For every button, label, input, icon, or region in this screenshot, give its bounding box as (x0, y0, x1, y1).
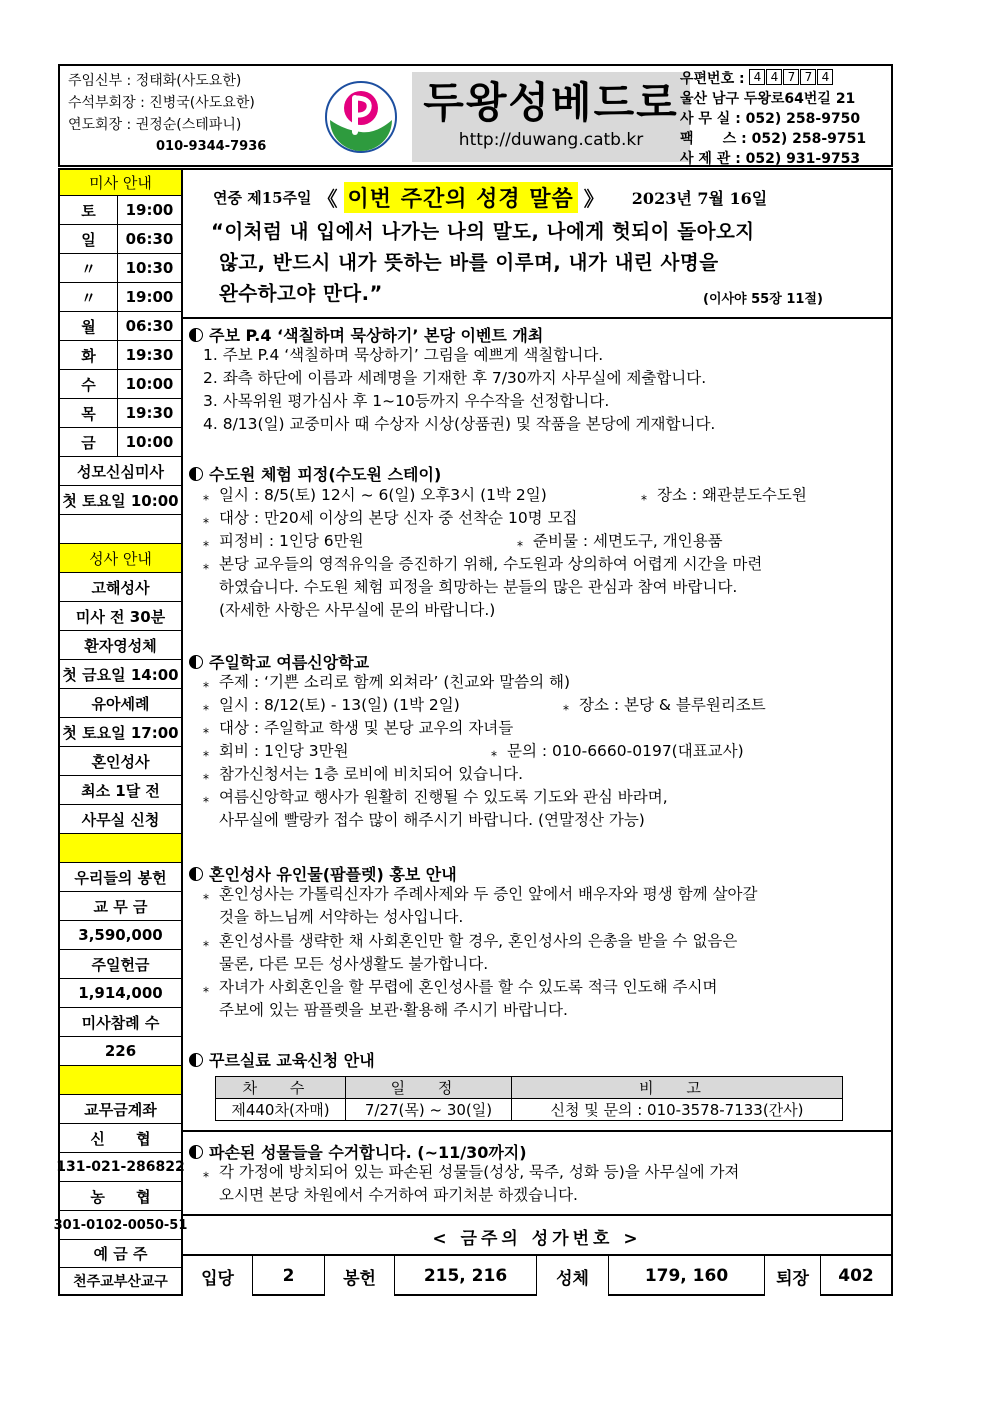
item-text: 일시 : 8/12(토) - 13(일) (1박 2일) (219, 696, 460, 714)
marriage-label: 혼인성사 (60, 747, 181, 776)
half-circle-bullet-icon (189, 328, 203, 342)
parish-logo-icon (324, 80, 398, 154)
list-item (517, 530, 723, 554)
phone-number: 010-9344-7936 (156, 139, 267, 154)
item-text: 피정비 : 1인당 6만원 (219, 532, 364, 550)
mass-time: 19:30 (125, 404, 174, 422)
item-continuation: (자세한 사항은 사무실에 문의 바랍니다.) (219, 601, 496, 619)
item-text: 각 가정에 방치되어 있는 파손된 성물들(성상, 묵주, 성화 등)을 사무실에 가져 (219, 1163, 740, 1181)
mass-day: 일 (60, 225, 118, 253)
item-text: 장소 : 본당 & 블루원리조트 (579, 696, 766, 714)
half-circle-bullet-icon (189, 1053, 203, 1067)
verse-header (213, 182, 873, 212)
section-title (189, 462, 441, 485)
item-continuation: 물론, 다른 모든 성사생활도 불가합니다. (219, 955, 489, 973)
list-item (563, 694, 766, 718)
item-continuation: 오시면 본당 차원에서 수거하여 파기처분 하겠습니다. (219, 1186, 578, 1204)
section-title (189, 1140, 527, 1163)
offertory-label: 봉헌 (325, 1256, 395, 1296)
item-text: 일시 : 8/5(토) 12시 ~ 6(일) 오후3시 (1박 2일) (219, 486, 547, 504)
bullet-icon: ⁎ (203, 722, 209, 736)
divider (183, 1214, 891, 1216)
elder-chair: 연도회장 : 권정순(스테파니) (68, 117, 242, 133)
zip-digit: 7 (783, 69, 799, 85)
mass-time: 19:30 (125, 346, 174, 364)
sidebar-yellow-spacer (60, 1066, 181, 1095)
liturgical-week: 연중 제15주일 (213, 188, 312, 207)
item-text: 대상 : 만20세 이상의 본당 신자 중 선착순 10명 모집 (219, 509, 578, 527)
recessional-label: 퇴장 (765, 1256, 821, 1296)
list-item (203, 786, 668, 810)
item-text: 자녀가 사회혼인을 할 무렵에 혼인성사를 할 수 있도록 적극 인도해 주시며 (219, 978, 718, 996)
mass-time-row (60, 225, 181, 254)
attendance-count: 226 (60, 1037, 181, 1066)
address: 울산 남구 두왕로64번길 21 (680, 91, 856, 107)
item-text: 여름신앙학교 행사가 원활히 진행될 수 있도록 기도와 관심 바라며, (219, 788, 668, 806)
sidebar-spacer (60, 515, 181, 544)
list-item (203, 1161, 739, 1185)
item-text: 회비 : 1인당 3만원 (219, 742, 349, 760)
mass-time-row (60, 370, 181, 399)
mass-day: 목 (60, 399, 118, 427)
mass-time-row (60, 428, 181, 457)
mass-day: 〃 (60, 283, 118, 311)
rectory-phone: 사 제 관 : 052) 931-9753 (680, 151, 861, 167)
confession-label: 고해성사 (60, 573, 181, 602)
list-item (203, 530, 364, 554)
sick-communion-time: 첫 금요일 14:00 (60, 660, 181, 689)
item-continuation: 주보에 있는 팜플렛을 보관·활용해 주시기 바랍니다. (219, 1001, 568, 1019)
mass-time-row (60, 341, 181, 370)
list-item (203, 694, 460, 718)
list-item: 3. 사목위원 평가심사 후 1~10등까지 우수작을 선정합니다. (203, 392, 610, 410)
item-text: 준비물 : 세면도구, 개인용품 (533, 532, 723, 550)
mass-day: 월 (60, 312, 118, 340)
section-title-text: 수도원 체험 피정(수도원 스테이) (209, 465, 442, 484)
mass-day: 금 (60, 428, 118, 456)
parish-url[interactable]: http://duwang.catb.kr (458, 130, 644, 150)
section-title (189, 650, 369, 673)
item-text: 대상 : 주일학교 학생 및 본당 교우의 자녀들 (219, 719, 514, 737)
bullet-icon: ⁎ (203, 981, 209, 995)
item-continuation: 것을 하느님께 서약하는 성사입니다. (219, 908, 464, 926)
bulletin-date: 2023년 7월 16일 (631, 188, 768, 208)
account-holder-label: 예 금 주 (60, 1240, 181, 1268)
half-circle-bullet-icon (189, 655, 203, 669)
mary-mass-label: 성모신심미사 (60, 457, 181, 486)
sidebar-yellow-spacer (60, 834, 181, 863)
zip-digit: 4 (817, 69, 833, 85)
recessional-hymn: 402 (838, 1266, 874, 1286)
bullet-icon: ⁎ (517, 535, 523, 549)
sidebar (53, 168, 188, 1296)
verse-title: 이번 주간의 성경 말씀 (344, 182, 578, 213)
mass-time-row (60, 254, 181, 283)
bullet-icon: ⁎ (563, 699, 569, 713)
item-text: 주제 : ‘기쁜 소리로 함께 외쳐라’ (친교와 말씀의 해) (219, 673, 571, 691)
mass-time: 06:30 (125, 317, 174, 335)
list-item: 2. 좌측 하단에 이름과 세례명을 기재한 후 7/30까지 사무실에 제출합니다. (203, 369, 707, 387)
column-header: 비 고 (512, 1077, 843, 1099)
communion-label: 성체 (537, 1256, 609, 1296)
bank2-account: 301-0102-0050-51 (60, 1211, 181, 1240)
mass-day: 토 (60, 196, 118, 224)
section-title-text: 주보 P.4 ‘색칠하며 묵상하기’ 본당 이벤트 개최 (209, 326, 544, 345)
offering-title: 우리들의 봉헌 (60, 863, 181, 892)
bullet-icon: ⁎ (641, 489, 647, 503)
offertory-hymn: 215, 216 (395, 1256, 537, 1296)
bullet-icon: ⁎ (203, 535, 209, 549)
list-item (203, 976, 717, 1000)
verse-bracket-open: 《 (317, 186, 338, 211)
bullet-icon: ⁎ (203, 676, 209, 690)
list-item (203, 484, 547, 508)
zip-digit: 4 (766, 69, 782, 85)
mass-day: 〃 (60, 254, 118, 282)
marriage-apply: 사무실 신청 (60, 805, 181, 834)
table-cell: 신청 및 문의 : 010-3578-7133(간사) (512, 1099, 843, 1121)
mass-time: 10:00 (125, 375, 174, 393)
zip-label: 우편번호 : (680, 71, 745, 87)
sick-communion-label: 환자영성체 (60, 631, 181, 660)
bullet-icon: ⁎ (203, 888, 209, 902)
mass-time: 06:30 (125, 230, 174, 248)
parish-title-box (412, 72, 690, 162)
list-item (203, 507, 578, 531)
divider (183, 317, 891, 319)
infant-baptism-time: 첫 토요일 17:00 (60, 718, 181, 747)
zip-digit: 4 (749, 69, 765, 85)
column-header: 일 정 (346, 1077, 512, 1099)
list-item (203, 671, 570, 695)
mass-time: 19:00 (125, 288, 174, 306)
bank1-name: 신 협 (60, 1124, 181, 1153)
mass-day: 화 (60, 341, 118, 369)
list-item: 4. 8/13(일) 교중미사 때 수상자 시상(상품권) 및 작품을 본당에 게재합니다. (203, 415, 716, 433)
main-content (183, 168, 893, 1296)
item-text: 장소 : 왜관분도수도원 (657, 486, 807, 504)
mass-time: 10:00 (125, 433, 174, 451)
mass-time-row (60, 196, 181, 225)
bullet-icon: ⁎ (203, 1166, 209, 1180)
list-item (203, 883, 757, 907)
item-text: 문의 : 010-6660-0197(대표교사) (507, 742, 744, 760)
hymn-row (183, 1254, 891, 1296)
bullet-icon: ⁎ (203, 699, 209, 713)
church-fund-amount: 3,590,000 (60, 921, 181, 950)
verse-line: 완수하고야 만다.” (219, 282, 383, 305)
bullet-icon: ⁎ (203, 745, 209, 759)
confession-time: 미사 전 30분 (60, 602, 181, 631)
sunday-offering-amount: 1,914,000 (60, 979, 181, 1008)
zip-digit: 7 (800, 69, 816, 85)
mary-mass-time: 첫 토요일 10:00 (60, 486, 181, 515)
verse-line: 않고, 반드시 내가 뜻하는 바를 이루며, 내가 내린 사명을 (219, 251, 719, 274)
item-text: 본당 교우들의 영적유익을 증진하기 위해, 수도원과 상의하여 어렵게 시간을 마련 (219, 555, 763, 573)
item-text: 혼인성사는 가톨릭신자가 주례사제와 두 증인 앞에서 배우자와 평생 함께 살아갈 (219, 885, 758, 903)
table-cell: 제440차(자매) (216, 1099, 346, 1121)
verse-reference: (이사야 55장 11절) (703, 292, 823, 307)
bullet-icon: ⁎ (203, 489, 209, 503)
contact-info (680, 69, 890, 169)
bullet-icon: ⁎ (203, 512, 209, 526)
vice-chair: 수석부회장 : 진병국(사도요한) (68, 95, 255, 111)
mass-time-row (60, 312, 181, 341)
account-holder: 천주교부산교구 (73, 1274, 168, 1290)
mass-time: 10:30 (125, 259, 174, 277)
account-title: 교무금계좌 (60, 1095, 181, 1124)
section-title (189, 1048, 375, 1071)
section-title-text: 주일학교 여름신앙학교 (209, 653, 370, 672)
pastor: 주임신부 : 정태화(사도요한) (68, 73, 242, 89)
half-circle-bullet-icon (189, 467, 203, 481)
item-text: 혼인성사를 생략한 채 사회혼인만 할 경우, 혼인성사의 은총을 받을 수 없음은 (219, 932, 738, 950)
fax: 팩 스 : 052) 258-9751 (680, 131, 867, 147)
table-cell: 7/27(목) ~ 30(일) (346, 1099, 512, 1121)
mass-info-title: 미사 안내 (60, 170, 181, 196)
infant-baptism-label: 유아세례 (60, 689, 181, 718)
entrance-label: 입당 (183, 1256, 253, 1296)
cursillo-table (215, 1076, 843, 1121)
bullet-icon: ⁎ (203, 791, 209, 805)
bullet-icon: ⁎ (491, 745, 497, 759)
list-item (203, 740, 349, 764)
parish-name: 두왕성베드로 (423, 78, 679, 127)
church-fund-label: 교 무 금 (60, 892, 181, 921)
office-phone: 사 무 실 : 052) 258-9750 (680, 111, 861, 127)
item-text: 참가신청서는 1층 로비에 비치되어 있습니다. (219, 765, 524, 783)
verse-bracket-close: 》 (583, 186, 604, 211)
section-title-text: 꾸르실료 교육신청 안내 (209, 1051, 375, 1070)
zip-row (680, 69, 890, 89)
column-header: 차 수 (216, 1077, 346, 1099)
entrance-hymn: 2 (253, 1256, 325, 1296)
communion-hymn: 179, 160 (609, 1256, 765, 1296)
list-item (203, 763, 523, 787)
attendance-label: 미사참례 수 (60, 1008, 181, 1037)
bank2-name: 농 협 (60, 1182, 181, 1211)
bank1-account: 131-021-286822 (60, 1153, 181, 1182)
divider (183, 1130, 891, 1132)
section-title-text: 혼인성사 유인물(팜플렛) 홍보 안내 (209, 865, 457, 884)
verse-line: “이처럼 내 입에서 나가는 나의 말도, 나에게 헛되이 돌아오지 (211, 220, 755, 243)
list-item (203, 717, 513, 741)
section-title-text: 파손된 성물들을 수거합니다. (~11/30까지) (209, 1143, 527, 1162)
list-item (203, 553, 762, 577)
sunday-offering-label: 주일헌금 (60, 950, 181, 979)
list-item (641, 484, 807, 508)
half-circle-bullet-icon (189, 867, 203, 881)
section-title (189, 323, 543, 346)
mass-time-row (60, 399, 181, 428)
bulletin-header (58, 64, 893, 167)
list-item: 1. 주보 P.4 ‘색칠하며 묵상하기’ 그림을 예쁘게 색칠합니다. (203, 346, 604, 364)
section-title (189, 862, 457, 885)
table-row (216, 1099, 843, 1121)
item-continuation: 하였습니다. 수도원 체험 피정을 희망하는 분들의 많은 관심과 참여 바랍니다. (219, 578, 738, 596)
bullet-icon: ⁎ (203, 558, 209, 572)
bullet-icon: ⁎ (203, 935, 209, 949)
list-item (203, 930, 737, 954)
marriage-time: 최소 1달 전 (60, 776, 181, 805)
bullet-icon: ⁎ (203, 768, 209, 782)
mass-time: 19:00 (125, 201, 174, 219)
half-circle-bullet-icon (189, 1145, 203, 1159)
item-continuation: 사무실에 빨랑카 접수 많이 해주시기 바랍니다. (연말정산 가능) (219, 811, 645, 829)
parish-staff (68, 70, 318, 158)
mass-day: 수 (60, 370, 118, 398)
sacrament-info-title: 성사 안내 (60, 544, 181, 573)
table-header-row (216, 1077, 843, 1099)
list-item (491, 740, 744, 764)
hymn-title: < 금주의 성가번호 > (432, 1229, 642, 1249)
mass-time-row (60, 283, 181, 312)
